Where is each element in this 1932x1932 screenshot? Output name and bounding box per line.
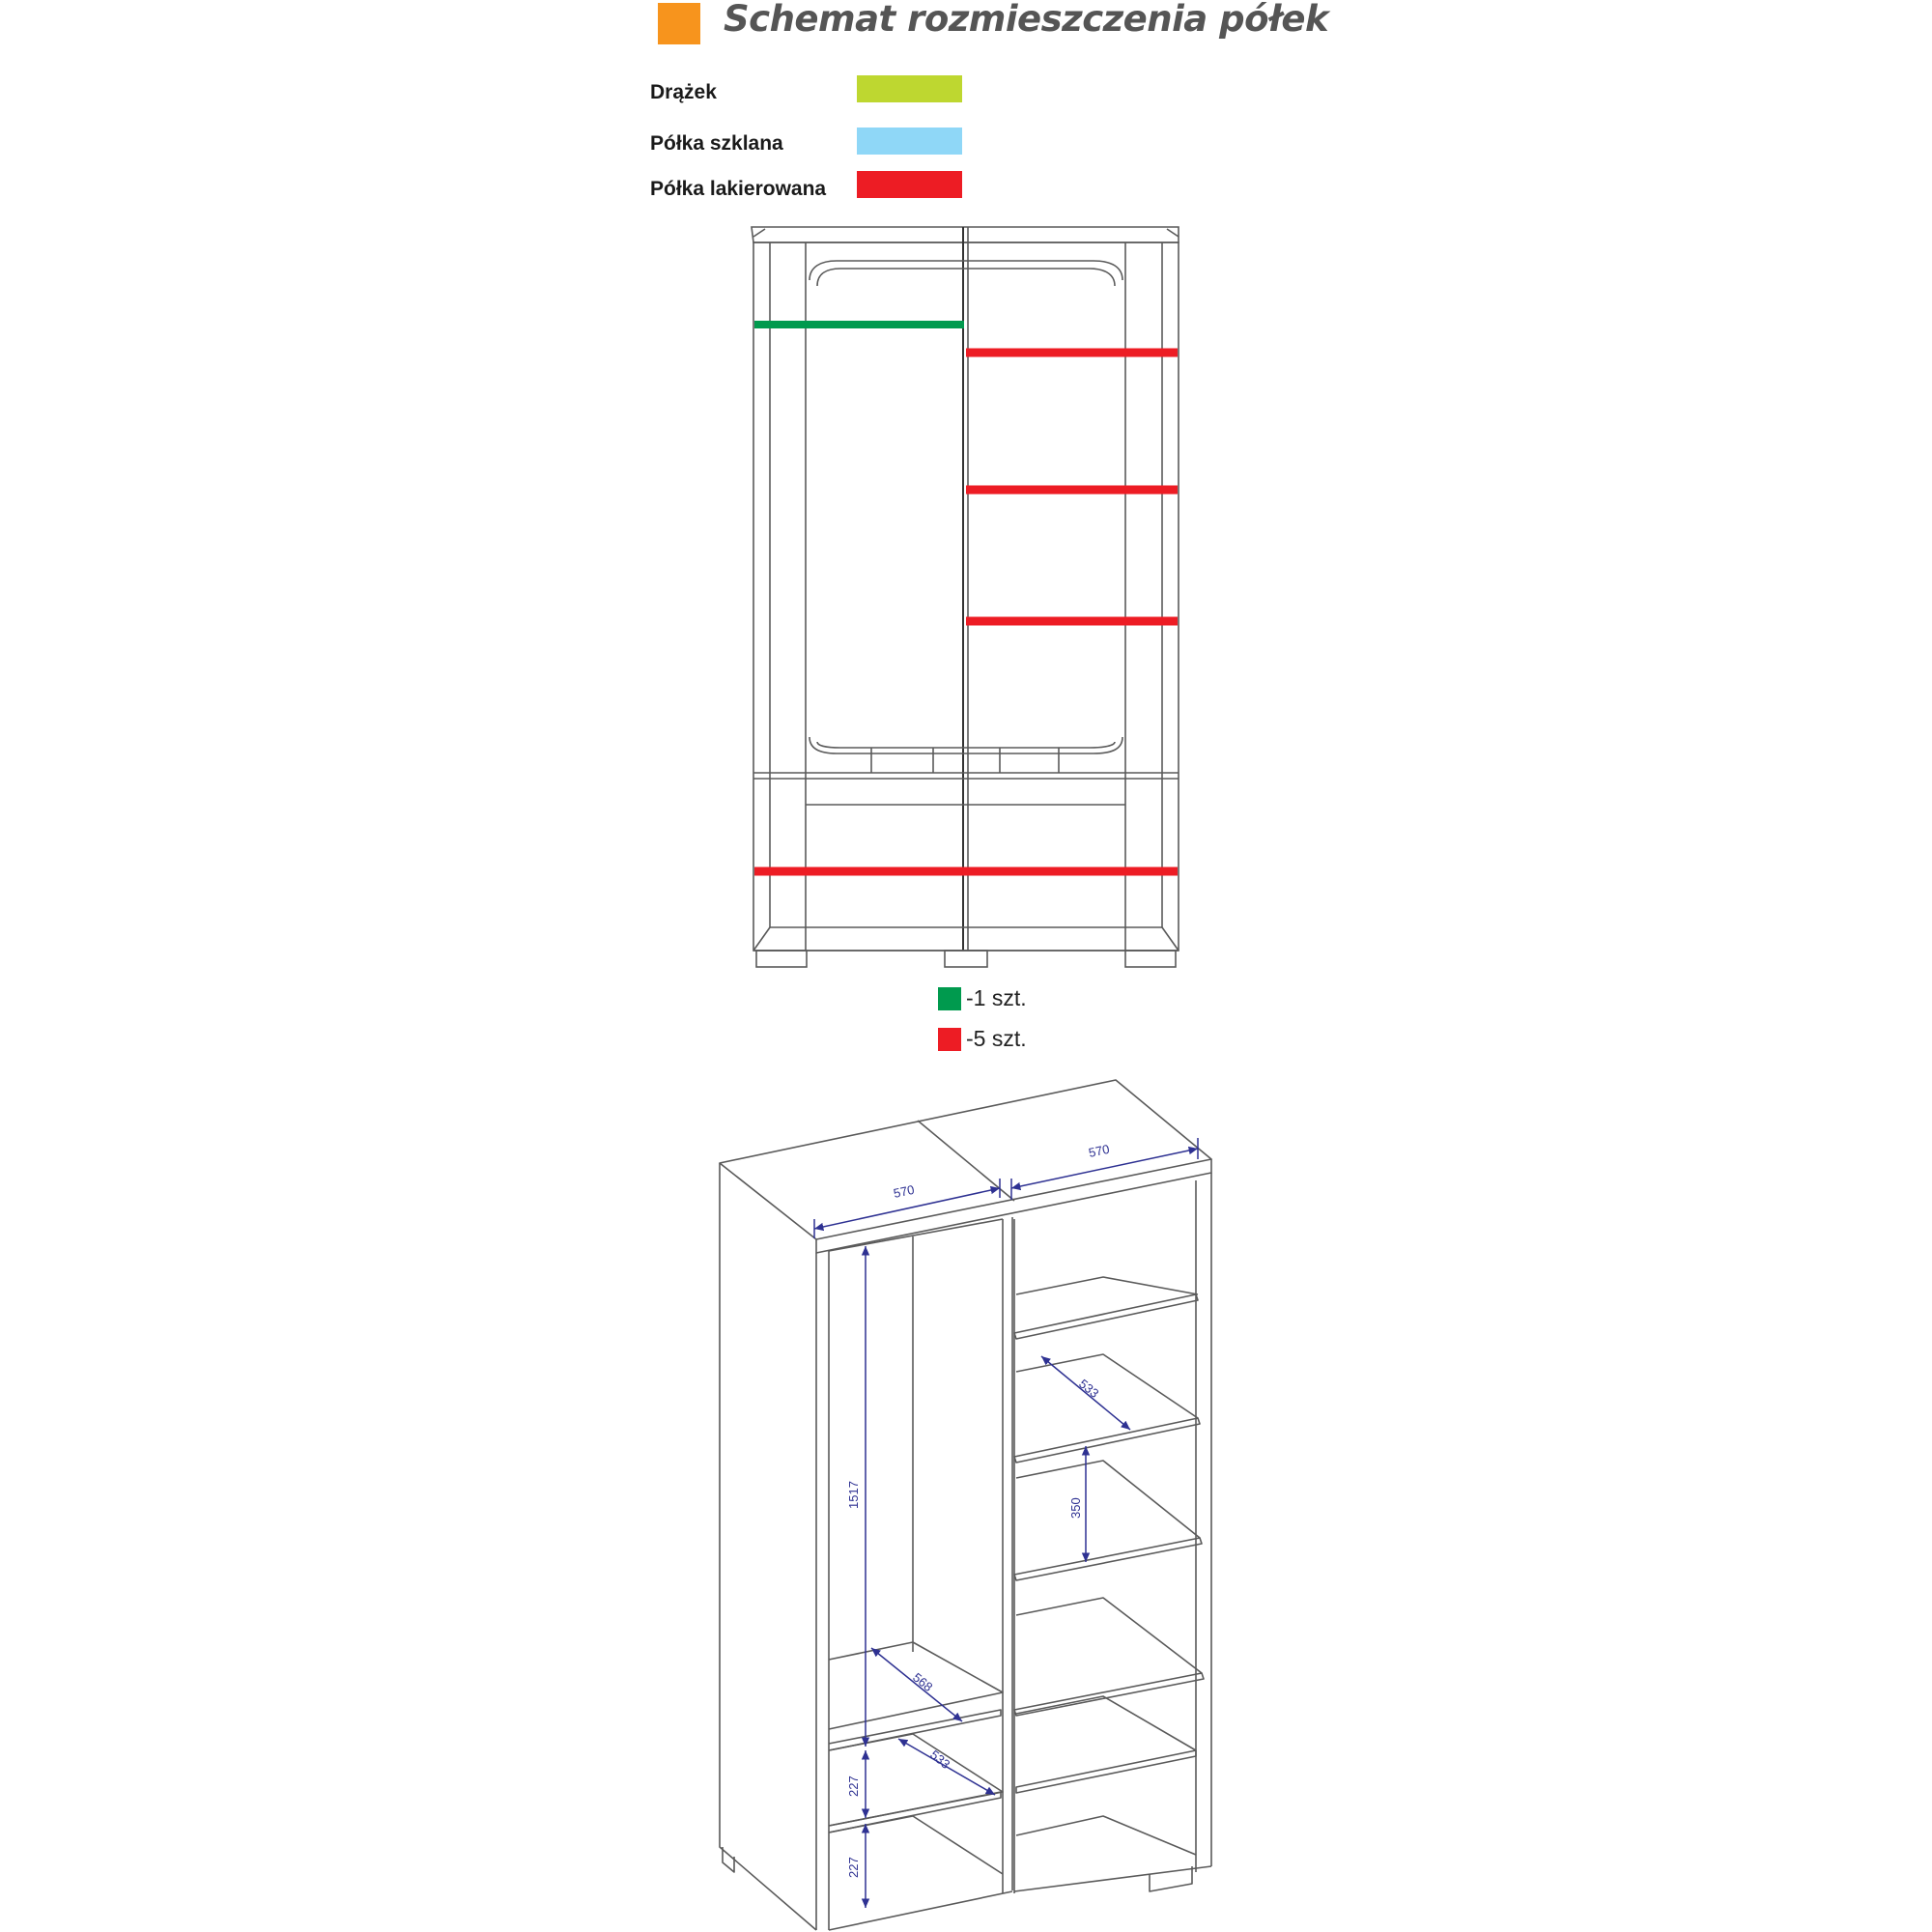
dim-spacing-right: 350 <box>1068 1497 1083 1519</box>
legend-label-glass-shelf: Półka szklana <box>650 132 783 155</box>
count-rod: -1 szt. <box>966 985 1027 1010</box>
legend-label-lacquered-shelf: Półka lakierowana <box>650 178 827 200</box>
count-swatch-shelf <box>938 1028 961 1051</box>
dim-drawer-height-upper: 227 <box>846 1776 861 1797</box>
dim-drawer-height-lower: 227 <box>846 1857 861 1878</box>
count-swatch-rod <box>938 987 961 1010</box>
dim-depth-left-upper: 568 <box>910 1669 936 1694</box>
front-view-wardrobe <box>752 227 1179 967</box>
dim-depth-left-lower: 533 <box>927 1747 953 1772</box>
isometric-wardrobe <box>720 1080 1211 1930</box>
dim-depth-right: 533 <box>1076 1376 1102 1401</box>
dim-width-left: 570 <box>892 1181 916 1201</box>
dim-hanging-height: 1517 <box>846 1481 861 1509</box>
count-shelf: -5 szt. <box>966 1026 1027 1051</box>
dim-width-right: 570 <box>1087 1141 1111 1160</box>
legend-label-rod: Drążek <box>650 81 717 103</box>
diagram-title: Schemat rozmieszczenia półek <box>724 0 1329 40</box>
